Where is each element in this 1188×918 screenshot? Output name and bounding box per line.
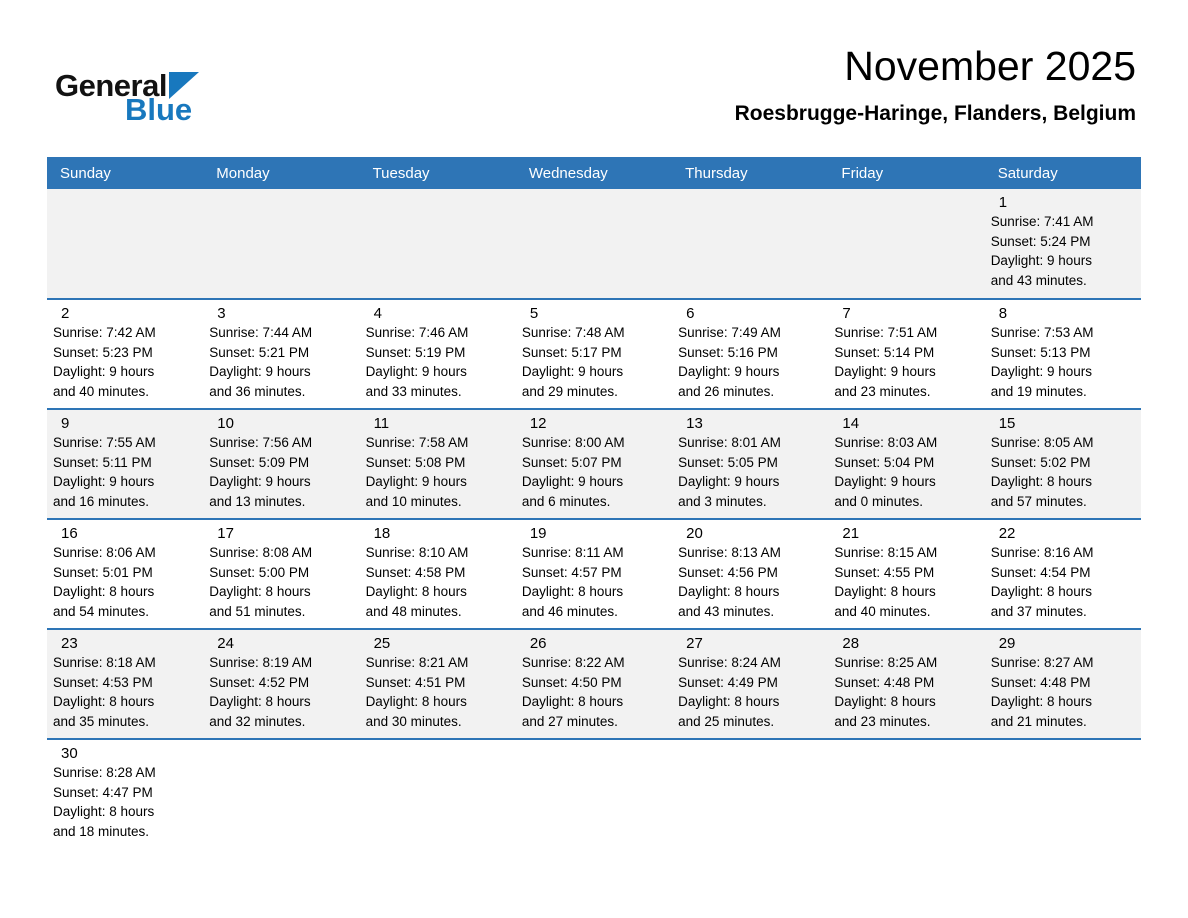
sunrise-text: Sunrise: 7:42 AM xyxy=(53,325,156,340)
daylight-minutes-text: and 6 minutes. xyxy=(521,493,611,509)
day-number: 14 xyxy=(842,415,860,432)
empty-day-cell xyxy=(672,739,828,849)
page-title: November 2025 xyxy=(844,43,1136,89)
week-row-2 xyxy=(47,299,1141,409)
sunset-text: Sunset: 5:01 PM xyxy=(53,564,153,580)
day-number: 12 xyxy=(529,415,547,432)
day-cell-7 xyxy=(828,299,984,409)
sunset-text: Sunset: 4:54 PM xyxy=(990,564,1091,580)
daylight-hours-text: Daylight: 9 hours xyxy=(209,364,311,379)
sunset-text: Sunset: 5:05 PM xyxy=(678,454,778,470)
sunrise-text: Sunrise: 8:25 AM xyxy=(834,655,938,670)
daylight-minutes-text: and 33 minutes. xyxy=(365,383,462,399)
general-blue-logo xyxy=(55,70,199,125)
day-number: 5 xyxy=(529,305,539,322)
day-number: 27 xyxy=(686,635,703,652)
daylight-hours-text: Daylight: 8 hours xyxy=(834,694,936,709)
week-row-5 xyxy=(47,629,1141,739)
sunrise-text: Sunrise: 8:11 AM xyxy=(521,545,624,560)
daylight-hours-text: Daylight: 8 hours xyxy=(990,584,1092,599)
sunrise-text: Sunrise: 8:24 AM xyxy=(678,655,781,670)
sunrise-text: Sunrise: 8:06 AM xyxy=(53,545,156,560)
daylight-hours-text: Daylight: 8 hours xyxy=(521,694,624,709)
daylight-minutes-text: and 37 minutes. xyxy=(990,603,1087,619)
empty-day-cell xyxy=(672,189,828,299)
day-number: 1 xyxy=(998,194,1008,211)
sunset-text: Sunset: 5:21 PM xyxy=(209,344,310,360)
sunset-text: Sunset: 5:00 PM xyxy=(209,564,310,580)
daylight-hours-text: Daylight: 9 hours xyxy=(990,364,1092,379)
sunset-text: Sunset: 4:47 PM xyxy=(53,784,153,800)
day-cell-23 xyxy=(47,629,203,739)
sunset-text: Sunset: 5:04 PM xyxy=(834,454,935,470)
sunrise-text: Sunrise: 8:16 AM xyxy=(990,545,1094,560)
calendar-body xyxy=(47,189,1141,849)
daylight-minutes-text: and 3 minutes. xyxy=(678,493,767,509)
day-number: 11 xyxy=(373,415,390,432)
daylight-minutes-text: and 54 minutes. xyxy=(53,603,150,619)
daylight-hours-text: Daylight: 9 hours xyxy=(365,474,467,489)
sunset-text: Sunset: 5:11 PM xyxy=(53,454,152,470)
sunrise-text: Sunrise: 8:28 AM xyxy=(53,765,156,780)
sunrise-text: Sunrise: 8:13 AM xyxy=(678,545,781,560)
daylight-minutes-text: and 26 minutes. xyxy=(678,383,775,399)
sunrise-text: Sunrise: 7:41 AM xyxy=(990,214,1094,229)
page-header xyxy=(0,0,1188,157)
daylight-hours-text: Daylight: 9 hours xyxy=(678,364,780,379)
daylight-minutes-text: and 27 minutes. xyxy=(521,713,618,729)
calendar-table xyxy=(47,157,1141,849)
daylight-minutes-text: and 40 minutes. xyxy=(53,383,150,399)
daylight-hours-text: Daylight: 9 hours xyxy=(678,474,780,489)
logo-text-general: General xyxy=(55,68,167,103)
daylight-hours-text: Daylight: 8 hours xyxy=(521,584,624,599)
daylight-minutes-text: and 32 minutes. xyxy=(209,713,306,729)
week-row-6 xyxy=(47,739,1141,849)
day-number: 21 xyxy=(842,525,860,542)
daylight-minutes-text: and 57 minutes. xyxy=(990,493,1087,509)
day-number: 18 xyxy=(373,525,391,542)
sunrise-text: Sunrise: 8:15 AM xyxy=(834,545,938,560)
daylight-hours-text: Daylight: 8 hours xyxy=(53,694,155,709)
day-number: 19 xyxy=(529,525,547,542)
day-number: 2 xyxy=(61,305,70,322)
daylight-hours-text: Daylight: 9 hours xyxy=(53,474,155,489)
daylight-minutes-text: and 35 minutes. xyxy=(53,713,150,729)
day-number: 24 xyxy=(217,635,234,652)
week-row-1 xyxy=(47,189,1141,299)
day-number: 13 xyxy=(686,415,703,432)
weekday-header-saturday: Saturday xyxy=(985,157,1141,189)
day-cell-13 xyxy=(672,409,828,519)
title-block xyxy=(735,44,1136,126)
sunrise-text: Sunrise: 8:05 AM xyxy=(990,435,1094,450)
daylight-hours-text: Daylight: 9 hours xyxy=(521,364,624,379)
daylight-hours-text: Daylight: 8 hours xyxy=(678,694,780,709)
sunset-text: Sunset: 4:49 PM xyxy=(678,674,778,690)
sunrise-text: Sunrise: 7:46 AM xyxy=(365,325,469,340)
daylight-hours-text: Daylight: 9 hours xyxy=(209,474,311,489)
sunrise-text: Sunrise: 7:55 AM xyxy=(53,435,156,450)
day-cell-29 xyxy=(985,629,1141,739)
daylight-minutes-text: and 51 minutes. xyxy=(209,603,306,619)
day-number: 10 xyxy=(217,415,234,432)
daylight-hours-text: Daylight: 8 hours xyxy=(834,584,936,599)
sunset-text: Sunset: 4:50 PM xyxy=(521,674,622,690)
daylight-minutes-text: and 10 minutes. xyxy=(365,493,462,509)
day-cell-20 xyxy=(672,519,828,629)
sunrise-text: Sunrise: 8:19 AM xyxy=(209,655,313,670)
day-number: 9 xyxy=(61,415,70,432)
sunrise-text: Sunrise: 7:58 AM xyxy=(365,435,469,450)
day-number: 6 xyxy=(686,305,695,322)
day-number: 4 xyxy=(373,305,382,322)
daylight-hours-text: Daylight: 8 hours xyxy=(365,584,467,599)
day-cell-14 xyxy=(828,409,984,519)
daylight-hours-text: Daylight: 9 hours xyxy=(365,364,467,379)
daylight-minutes-text: and 13 minutes. xyxy=(209,493,306,509)
daylight-hours-text: Daylight: 8 hours xyxy=(53,804,155,819)
day-cell-6 xyxy=(672,299,828,409)
weekday-header-row xyxy=(47,157,1141,189)
sunset-text: Sunset: 5:23 PM xyxy=(53,344,153,360)
daylight-hours-text: Daylight: 8 hours xyxy=(209,694,311,709)
daylight-minutes-text: and 23 minutes. xyxy=(834,383,931,399)
day-cell-30 xyxy=(47,739,203,849)
day-number: 30 xyxy=(61,745,78,762)
day-cell-9 xyxy=(47,409,203,519)
day-number: 8 xyxy=(998,305,1008,322)
sunrise-text: Sunrise: 8:10 AM xyxy=(365,545,469,560)
sunset-text: Sunset: 4:52 PM xyxy=(209,674,310,690)
day-number: 22 xyxy=(998,525,1016,542)
day-cell-1 xyxy=(985,189,1141,299)
daylight-hours-text: Daylight: 8 hours xyxy=(990,694,1092,709)
sunrise-text: Sunrise: 8:21 AM xyxy=(365,655,469,670)
sunset-text: Sunset: 4:56 PM xyxy=(678,564,778,580)
empty-day-cell xyxy=(828,739,984,849)
day-cell-24 xyxy=(203,629,359,739)
daylight-minutes-text: and 16 minutes. xyxy=(53,493,150,509)
day-cell-27 xyxy=(672,629,828,739)
day-cell-11 xyxy=(360,409,516,519)
daylight-minutes-text: and 43 minutes. xyxy=(990,272,1087,288)
sunset-text: Sunset: 5:09 PM xyxy=(209,454,310,470)
logo-text-blue: Blue xyxy=(125,92,193,127)
empty-day-cell xyxy=(516,739,672,849)
day-cell-4 xyxy=(360,299,516,409)
daylight-minutes-text: and 21 minutes. xyxy=(990,713,1087,729)
day-cell-22 xyxy=(985,519,1141,629)
daylight-minutes-text: and 18 minutes. xyxy=(53,823,150,839)
sunset-text: Sunset: 4:51 PM xyxy=(365,674,466,690)
empty-day-cell xyxy=(203,739,359,849)
sunset-text: Sunset: 4:58 PM xyxy=(365,564,466,580)
day-cell-25 xyxy=(360,629,516,739)
sunrise-text: Sunrise: 8:22 AM xyxy=(521,655,625,670)
daylight-hours-text: Daylight: 8 hours xyxy=(53,584,155,599)
day-cell-2 xyxy=(47,299,203,409)
weekday-header-friday: Friday xyxy=(828,157,984,189)
empty-day-cell xyxy=(47,189,203,299)
week-row-3 xyxy=(47,409,1141,519)
day-cell-18 xyxy=(360,519,516,629)
daylight-minutes-text: and 36 minutes. xyxy=(209,383,306,399)
day-number: 16 xyxy=(61,525,78,542)
sunset-text: Sunset: 5:07 PM xyxy=(521,454,622,470)
daylight-minutes-text: and 25 minutes. xyxy=(678,713,775,729)
day-number: 20 xyxy=(686,525,703,542)
empty-day-cell xyxy=(203,189,359,299)
daylight-minutes-text: and 30 minutes. xyxy=(365,713,462,729)
weekday-header-wednesday: Wednesday xyxy=(516,157,672,189)
sunrise-text: Sunrise: 8:03 AM xyxy=(834,435,938,450)
daylight-hours-text: Daylight: 8 hours xyxy=(365,694,467,709)
daylight-minutes-text: and 23 minutes. xyxy=(834,713,931,729)
daylight-minutes-text: and 29 minutes. xyxy=(521,383,618,399)
sunset-text: Sunset: 4:55 PM xyxy=(834,564,935,580)
sunset-text: Sunset: 4:48 PM xyxy=(990,674,1091,690)
daylight-hours-text: Daylight: 8 hours xyxy=(209,584,311,599)
day-cell-16 xyxy=(47,519,203,629)
day-cell-28 xyxy=(828,629,984,739)
weekday-header-tuesday: Tuesday xyxy=(360,157,516,189)
daylight-hours-text: Daylight: 9 hours xyxy=(834,474,936,489)
day-cell-15 xyxy=(985,409,1141,519)
daylight-hours-text: Daylight: 9 hours xyxy=(834,364,936,379)
daylight-minutes-text: and 43 minutes. xyxy=(678,603,775,619)
daylight-minutes-text: and 19 minutes. xyxy=(990,383,1087,399)
day-cell-3 xyxy=(203,299,359,409)
sunset-text: Sunset: 4:53 PM xyxy=(53,674,153,690)
daylight-minutes-text: and 0 minutes. xyxy=(834,493,923,509)
sunrise-text: Sunrise: 8:18 AM xyxy=(53,655,156,670)
weekday-header-monday: Monday xyxy=(203,157,359,189)
sunrise-text: Sunrise: 7:51 AM xyxy=(834,325,938,340)
day-number: 28 xyxy=(842,635,860,652)
daylight-hours-text: Daylight: 8 hours xyxy=(678,584,780,599)
sunset-text: Sunset: 5:08 PM xyxy=(365,454,466,470)
day-number: 29 xyxy=(998,635,1016,652)
weekday-header-thursday: Thursday xyxy=(672,157,828,189)
sunset-text: Sunset: 5:16 PM xyxy=(678,344,778,360)
daylight-hours-text: Daylight: 9 hours xyxy=(53,364,155,379)
empty-day-cell xyxy=(516,189,672,299)
day-cell-8 xyxy=(985,299,1141,409)
sunset-text: Sunset: 4:57 PM xyxy=(521,564,622,580)
day-number: 17 xyxy=(217,525,234,542)
sunset-text: Sunset: 5:02 PM xyxy=(990,454,1091,470)
day-cell-10 xyxy=(203,409,359,519)
day-number: 7 xyxy=(842,305,851,322)
daylight-hours-text: Daylight: 9 hours xyxy=(990,253,1092,268)
sunrise-text: Sunrise: 7:53 AM xyxy=(990,325,1094,340)
daylight-hours-text: Daylight: 8 hours xyxy=(990,474,1092,489)
week-row-4 xyxy=(47,519,1141,629)
day-number: 25 xyxy=(373,635,391,652)
weekday-header-sunday: Sunday xyxy=(47,157,203,189)
sunrise-text: Sunrise: 8:08 AM xyxy=(209,545,313,560)
day-cell-5 xyxy=(516,299,672,409)
sunset-text: Sunset: 5:14 PM xyxy=(834,344,935,360)
daylight-minutes-text: and 48 minutes. xyxy=(365,603,462,619)
sunrise-text: Sunrise: 8:01 AM xyxy=(678,435,781,450)
sunset-text: Sunset: 4:48 PM xyxy=(834,674,935,690)
sunrise-text: Sunrise: 7:56 AM xyxy=(209,435,313,450)
empty-day-cell xyxy=(360,189,516,299)
empty-day-cell xyxy=(985,739,1141,849)
day-number: 3 xyxy=(217,305,226,322)
day-cell-26 xyxy=(516,629,672,739)
day-cell-17 xyxy=(203,519,359,629)
daylight-hours-text: Daylight: 9 hours xyxy=(521,474,624,489)
sunrise-text: Sunrise: 8:00 AM xyxy=(521,435,625,450)
sunset-text: Sunset: 5:13 PM xyxy=(990,344,1091,360)
day-cell-21 xyxy=(828,519,984,629)
day-number: 26 xyxy=(529,635,547,652)
sunrise-text: Sunrise: 7:48 AM xyxy=(521,325,625,340)
empty-day-cell xyxy=(360,739,516,849)
daylight-minutes-text: and 40 minutes. xyxy=(834,603,931,619)
day-number: 15 xyxy=(998,415,1016,432)
sunset-text: Sunset: 5:19 PM xyxy=(365,344,466,360)
sunrise-text: Sunrise: 8:27 AM xyxy=(990,655,1094,670)
day-number: 23 xyxy=(61,635,78,652)
page-subtitle: Roesbrugge-Haringe, Flanders, Belgium xyxy=(734,102,1136,126)
sunrise-text: Sunrise: 7:44 AM xyxy=(209,325,313,340)
sunset-text: Sunset: 5:17 PM xyxy=(521,344,622,360)
sunrise-text: Sunrise: 7:49 AM xyxy=(678,325,781,340)
sunset-text: Sunset: 5:24 PM xyxy=(990,233,1091,249)
empty-day-cell xyxy=(828,189,984,299)
daylight-minutes-text: and 46 minutes. xyxy=(521,603,618,619)
day-cell-19 xyxy=(516,519,672,629)
day-cell-12 xyxy=(516,409,672,519)
